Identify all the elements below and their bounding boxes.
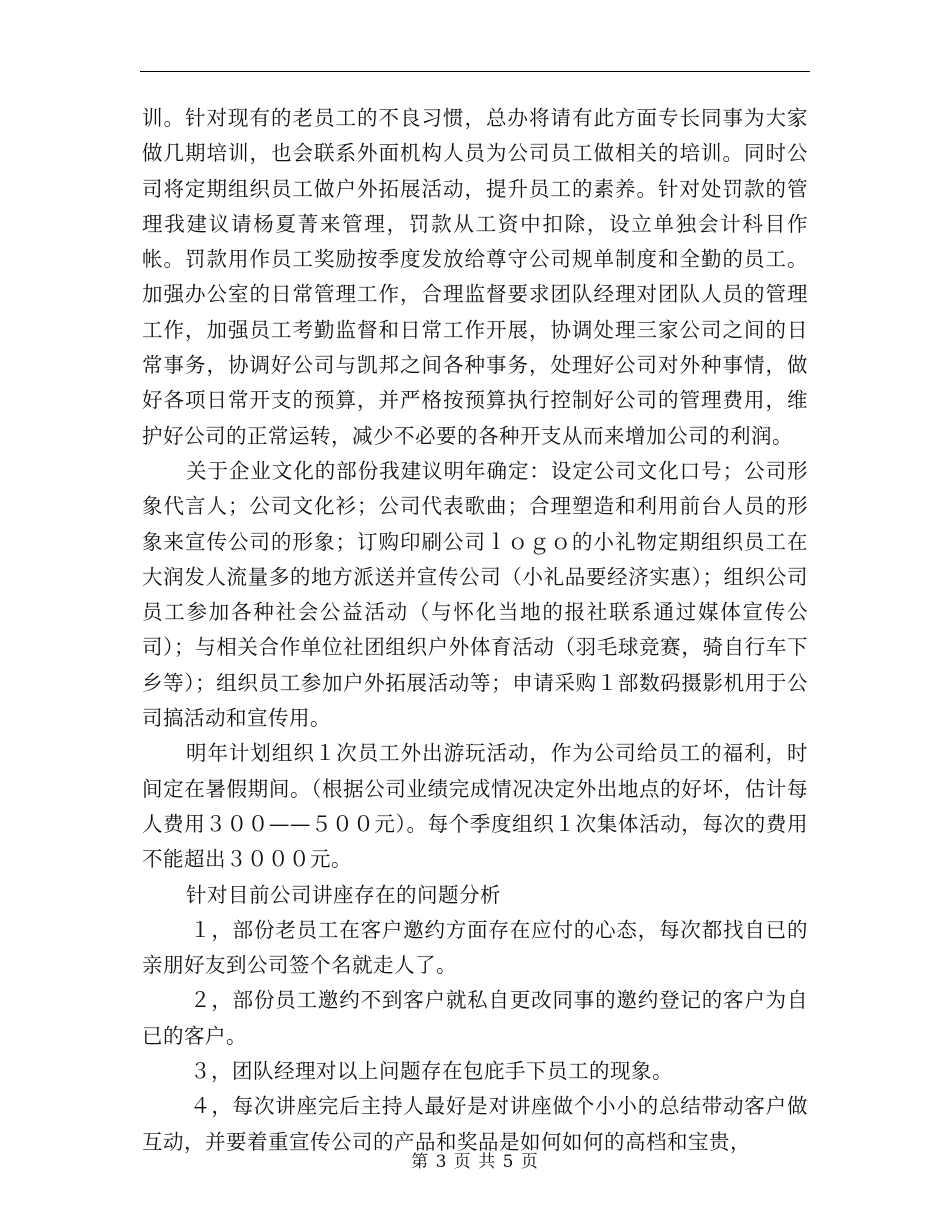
paragraph-corporate-culture: 关于企业文化的部份我建议明年确定：设定公司文化口号；公司形象代言人；公司文化衫；公司代表歌曲；合理塑造和利用前台人员的形象来宣传公司的形象；订购印刷公司ｌｏｇｏ的小礼物定期组织员工在大润发人流量多的地方派送并宣传公司（小礼品要经济实惠）；组织公司员工参加各种社会公益活动（与怀化当地的报社联系通过媒体宣传公司）；与相关合作单位社团组织户外体育活动（羽毛球竞赛，骑自行车下乡等）；组织员工参加户外拓展活动等；申请采购１部数码摄影机用于公司搞活动和宣传用。 — [142, 458, 808, 731]
list-item-issue-1: １，部份老员工在客户邀约方面存在应付的心态，每次都找自已的亲朋好友到公司签个名就走人了。 — [142, 917, 808, 978]
header-rule — [140, 71, 810, 72]
section-heading-lecture-issues: 针对目前公司讲座存在的问题分析 — [186, 882, 501, 907]
list-item-issue-2: ２，部份员工邀约不到客户就私自更改同事的邀约登记的客户为自已的客户。 — [142, 988, 808, 1048]
paragraph-staff-training-management: 训。针对现有的老员工的不良习惯，总办将请有此方面专长同事为大家做几期培训，也会联系外面机构人员为公司员工做相关的培训。同时公司将定期组织员工做户外拓展活动，提升员工的素养。针对处罚款的管理我建议请杨夏菁来管理，罚款从工资中扣除，设立单独会计科目作帐。罚款用作员工奖励按季度发放给尊守公司规单制度和全勤的员工。加强办公室的日常管理工作，合理监督要求团队经理对团队人员的管理工作，加强员工考勤监督和日常工作开展，协调处理三家公司之间的日常事务，协调好公司与凯邦之间各种事务，处理好公司对外种事情，做好各项日常开支的预算，并严格按预算执行控制好公司的管理费用，维护好公司的正常运转，减少不必要的各种开支从而来增加公司的利润。 — [142, 106, 808, 448]
list-item-issue-3: ３，团队经理对以上问题存在包庇手下员工的现象。 — [190, 1059, 673, 1084]
list-item-issue-4: ４，每次讲座完后主持人最好是对讲座做个小小的总结带动客户做互动，并要着重宣传公司的产品和奖品是如何如何的高档和宝贵， — [142, 1094, 808, 1154]
page-number-footer: 第 3 页 共 5 页 — [411, 1152, 539, 1172]
paragraph-annual-outing-plan: 明年计划组织１次员工外出游玩活动，作为公司给员工的福利，时间定在暑假期间。（根据公司业绩完成情况决定外出地点的好坏，估计每人费用３００——５００元）。每个季度组织１次集体活动，每次的费用不能超出３０００元。 — [142, 741, 808, 872]
document-body — [142, 101, 808, 1160]
